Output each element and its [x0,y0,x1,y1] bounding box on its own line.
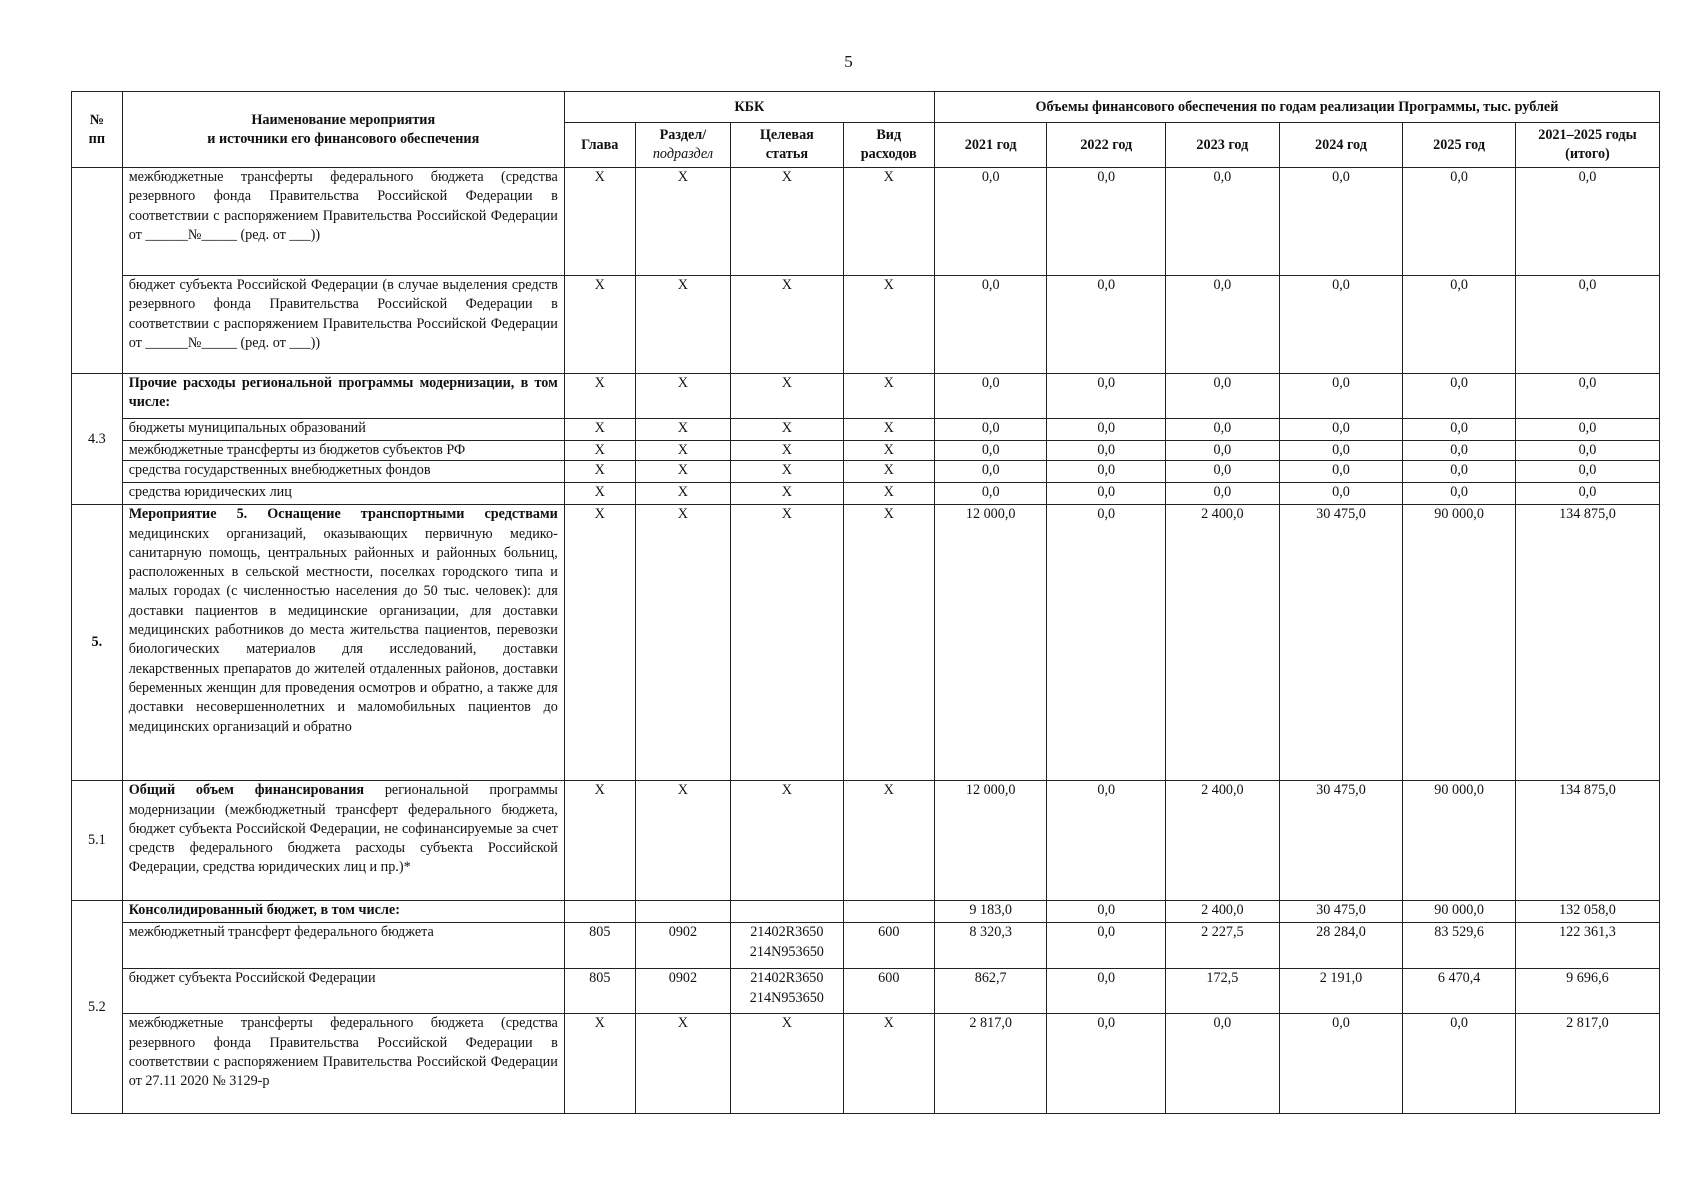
amount-cell: 0,0 [1403,168,1516,276]
amount-cell: 0,0 [1403,461,1516,483]
amount-cell: 0,0 [1047,923,1166,969]
amount-cell: 134 875,0 [1515,505,1659,781]
header-row-1 [72,92,1660,123]
header-year-total-text: 2021–2025 годы (итого) [1538,127,1637,162]
amount-cell: 0,0 [1515,419,1659,441]
row-name-text: бюджеты муниципальных образований [128,420,366,436]
row-name-bold: Консолидированный бюджет, в том числе: [128,902,400,919]
amount-cell: 0,0 [1279,374,1403,419]
amount-cell: 0,0 [934,168,1047,276]
row-name [122,276,564,374]
kbk-razdel: X [635,419,730,441]
amount-cell: 0,0 [1515,168,1659,276]
amount-cell: 134 875,0 [1515,781,1659,901]
header-volumes: Объемы финансового обеспечения по годам реализации Программы, тыс. рублей [934,92,1659,123]
amount-cell: 0,0 [1515,461,1659,483]
table-row [72,419,1660,441]
amount-cell: 0,0 [1515,441,1659,461]
header-year-2022: 2022 год [1047,123,1166,168]
amount-cell: 9 183,0 [934,901,1047,923]
kbk-vid: X [843,276,934,374]
row-number: 5.2 [72,901,123,1114]
table-row [72,1014,1660,1114]
header-year-2023: 2023 год [1166,123,1280,168]
header-kbk: КБК [564,92,934,123]
row-name [122,1014,564,1114]
kbk-glava: 805 [564,923,635,969]
header-num [72,92,123,168]
amount-cell: 83 529,6 [1403,923,1516,969]
kbk-razdel: X [635,781,730,901]
amount-cell: 0,0 [1279,419,1403,441]
kbk-glava: X [564,441,635,461]
amount-cell: 0,0 [1279,483,1403,505]
amount-cell: 0,0 [1515,276,1659,374]
kbk-cel: X [731,168,844,276]
row-name [122,781,564,901]
amount-cell: 0,0 [1166,276,1280,374]
table-row [72,461,1660,483]
amount-cell: 0,0 [1166,483,1280,505]
row-name [122,168,564,276]
header-year-2025: 2025 год [1403,123,1516,168]
row-name-text: бюджет субъекта Российской Федерации (в случае выделения средств резервного фонда Правительства Российской Федерации в соответствии с распоряжением Правительства Российской Федерации от ______№_____ (ред. от ___)) [128,277,558,351]
kbk-glava: X [564,276,635,374]
amount-cell: 0,0 [934,441,1047,461]
amount-cell: 0,0 [934,276,1047,374]
amount-cell: 0,0 [934,461,1047,483]
amount-cell: 0,0 [1047,969,1166,1014]
kbk-razdel: X [635,1014,730,1114]
kbk-vid: X [843,419,934,441]
table-row [72,505,1660,781]
amount-cell: 132 058,0 [1515,901,1659,923]
header-vid [843,123,934,168]
kbk-vid: 600 [843,969,934,1014]
kbk-razdel: 0902 [635,969,730,1014]
amount-cell: 0,0 [1166,441,1280,461]
row-name-bold: Мероприятие 5. Оснащение транспортными средствами [128,506,558,523]
header-year-2021: 2021 год [934,123,1047,168]
kbk-glava [564,901,635,923]
row-name [122,374,564,419]
kbk-razdel [635,901,730,923]
amount-cell: 0,0 [1047,505,1166,781]
kbk-vid: X [843,1014,934,1114]
amount-cell: 0,0 [1403,441,1516,461]
header-name-text: Наименование мероприятия и источники его финансового обеспечения [207,111,480,147]
header-podrazdel-text: подраздел [652,146,714,162]
kbk-razdel: X [635,441,730,461]
kbk-razdel: X [635,374,730,419]
amount-cell: 0,0 [1166,1014,1280,1114]
row-name-text: межбюджетные трансферты федерального бюджета (средства резервного фонда Правительства Российской Федерации в соответствии с распоряжением Правительства Российской Федерации от ______№_____ (ред. от ___)) [128,169,558,243]
header-glava: Глава [564,123,635,168]
row-name-bold: Прочие расходы региональной программы модернизации, в том числе: [128,375,558,411]
amount-cell: 12 000,0 [934,781,1047,901]
kbk-razdel: X [635,168,730,276]
kbk-glava: X [564,168,635,276]
amount-cell: 28 284,0 [1279,923,1403,969]
kbk-cel: X [731,276,844,374]
kbk-glava: X [564,374,635,419]
kbk-razdel: X [635,505,730,781]
amount-cell: 0,0 [1047,441,1166,461]
kbk-cel: X [731,374,844,419]
kbk-glava: X [564,781,635,901]
row-number: 5.1 [72,781,123,901]
amount-cell: 0,0 [1047,419,1166,441]
amount-cell: 862,7 [934,969,1047,1014]
amount-cell: 2 400,0 [1166,781,1280,901]
row-name-text: межбюджетные трансферты федерального бюджета (средства резервного фонда Правительства Российской Федерации в соответствии с распоряжением Правительства Российской Федерации от 27.11 2020 № 3129-р [128,1015,558,1090]
amount-cell: 0,0 [1047,461,1166,483]
kbk-vid: X [843,461,934,483]
kbk-cel: X [731,781,844,901]
amount-cell: 0,0 [1279,441,1403,461]
kbk-glava: 805 [564,969,635,1014]
header-celevaya [731,123,844,168]
table-row [72,901,1660,923]
kbk-glava: X [564,419,635,441]
row-name [122,483,564,505]
row-name [122,441,564,461]
header-celevaya-text: Целевая статья [759,127,814,162]
amount-cell: 0,0 [1166,419,1280,441]
row-name [122,969,564,1014]
amount-cell: 0,0 [1047,1014,1166,1114]
kbk-vid: X [843,483,934,505]
kbk-vid: X [843,505,934,781]
row-name [122,461,564,483]
amount-cell: 0,0 [1047,901,1166,923]
amount-cell: 0,0 [1515,483,1659,505]
amount-cell: 90 000,0 [1403,781,1516,901]
kbk-vid [843,901,934,923]
kbk-cel: X [731,505,844,781]
amount-cell: 0,0 [1403,1014,1516,1114]
table-row [72,276,1660,374]
amount-cell: 0,0 [1166,374,1280,419]
amount-cell: 0,0 [1279,461,1403,483]
amount-cell: 0,0 [1047,168,1166,276]
kbk-cel: X [731,419,844,441]
amount-cell: 122 361,3 [1515,923,1659,969]
amount-cell: 0,0 [934,483,1047,505]
row-name-text: межбюджетные трансферты из бюджетов субъектов РФ [128,442,466,458]
kbk-razdel: X [635,483,730,505]
kbk-cel: 21402R3650 214N953650 [731,923,844,969]
kbk-glava: X [564,1014,635,1114]
amount-cell: 2 817,0 [1515,1014,1659,1114]
amount-cell: 0,0 [934,374,1047,419]
amount-cell: 2 400,0 [1166,901,1280,923]
row-name [122,901,564,923]
amount-cell: 0,0 [1403,374,1516,419]
row-name-text: средства юридических лиц [128,484,292,501]
kbk-glava: X [564,483,635,505]
amount-cell: 0,0 [1403,419,1516,441]
kbk-vid: X [843,168,934,276]
row-name-text: медицинских организаций, оказывающих первичную медико-санитарную помощь, центральных районных и районных больниц, расположенных в сельской местности, поселках городского типа и малых городах (с численностью населения до 50 тыс. человек): для доставки пациентов в медицинские организации, для доставки медицинских работников до места жительства пациентов, перевозки биологических материалов для исследований, доставки лекарственных препаратов до жителей отдаленных районов, доставки беременных женщин для проведения осмотров и обратно, а также для доставки несовершеннолетних и маломобильных пациентов до медицинских организаций и обратно [128,525,558,735]
amount-cell: 0,0 [1166,168,1280,276]
kbk-vid: 600 [843,923,934,969]
amount-cell: 0,0 [1403,483,1516,505]
row-name-text: бюджет субъекта Российской Федерации [128,970,376,987]
kbk-cel: X [731,483,844,505]
table-row [72,969,1660,1014]
kbk-razdel: X [635,461,730,483]
amount-cell: 0,0 [1047,781,1166,901]
amount-cell: 8 320,3 [934,923,1047,969]
amount-cell: 0,0 [1279,1014,1403,1114]
kbk-cel [731,901,844,923]
kbk-cel: X [731,441,844,461]
amount-cell: 90 000,0 [1403,901,1516,923]
header-name [122,92,564,168]
amount-cell: 0,0 [1047,374,1166,419]
amount-cell: 9 696,6 [1515,969,1659,1014]
table-row [72,168,1660,276]
header-razdel [635,123,730,168]
row-name-text: средства государственных внебюджетных фондов [128,462,431,479]
amount-cell: 2 817,0 [934,1014,1047,1114]
table-row [72,374,1660,419]
table-row [72,923,1660,969]
amount-cell: 6 470,4 [1403,969,1516,1014]
header-vid-text: Вид расходов [860,127,917,162]
amount-cell: 0,0 [1515,374,1659,419]
row-name-bold: Общий объем финансирования [128,782,365,799]
table-row [72,483,1660,505]
kbk-razdel: 0902 [635,923,730,969]
kbk-glava: X [564,461,635,483]
row-name [122,419,564,441]
amount-cell: 0,0 [1047,483,1166,505]
amount-cell: 2 400,0 [1166,505,1280,781]
header-year-total [1515,123,1659,168]
header-year-2024: 2024 год [1279,123,1403,168]
amount-cell: 0,0 [934,419,1047,441]
amount-cell: 0,0 [1047,276,1166,374]
row-number [72,168,123,374]
row-name [122,923,564,969]
amount-cell: 0,0 [1166,461,1280,483]
row-name-text: межбюджетный трансферт федерального бюджета [128,924,434,941]
amount-cell: 0,0 [1279,276,1403,374]
amount-cell: 2 191,0 [1279,969,1403,1014]
header-razdel-text: Раздел/ [659,127,707,143]
amount-cell: 12 000,0 [934,505,1047,781]
kbk-cel: X [731,1014,844,1114]
table-row [72,441,1660,461]
amount-cell: 0,0 [1403,276,1516,374]
amount-cell: 90 000,0 [1403,505,1516,781]
row-number: 4.3 [72,374,123,505]
kbk-cel: 21402R3650 214N953650 [731,969,844,1014]
kbk-vid: X [843,781,934,901]
page-number: 5 [844,52,853,71]
header-num-text: № пп [88,111,106,147]
row-number: 5. [72,505,123,781]
amount-cell: 30 475,0 [1279,901,1403,923]
row-name-text: региональной программы модернизации (межбюджетный трансферт федерального бюджета, бюджет субъекта Российской Федерации, не софинансируемые за счет средств федерального бюджета расходы субъекта Российской Федерации, средства юридических лиц и пр.)* [128,782,558,876]
amount-cell: 0,0 [1279,168,1403,276]
table-body [72,168,1660,1114]
kbk-vid: X [843,374,934,419]
kbk-razdel: X [635,276,730,374]
kbk-vid: X [843,441,934,461]
amount-cell: 2 227,5 [1166,923,1280,969]
amount-cell: 30 475,0 [1279,505,1403,781]
amount-cell: 172,5 [1166,969,1280,1014]
kbk-cel: X [731,461,844,483]
financing-table [71,91,1660,1114]
table-row [72,781,1660,901]
kbk-glava: X [564,505,635,781]
row-name [122,505,564,781]
amount-cell: 30 475,0 [1279,781,1403,901]
